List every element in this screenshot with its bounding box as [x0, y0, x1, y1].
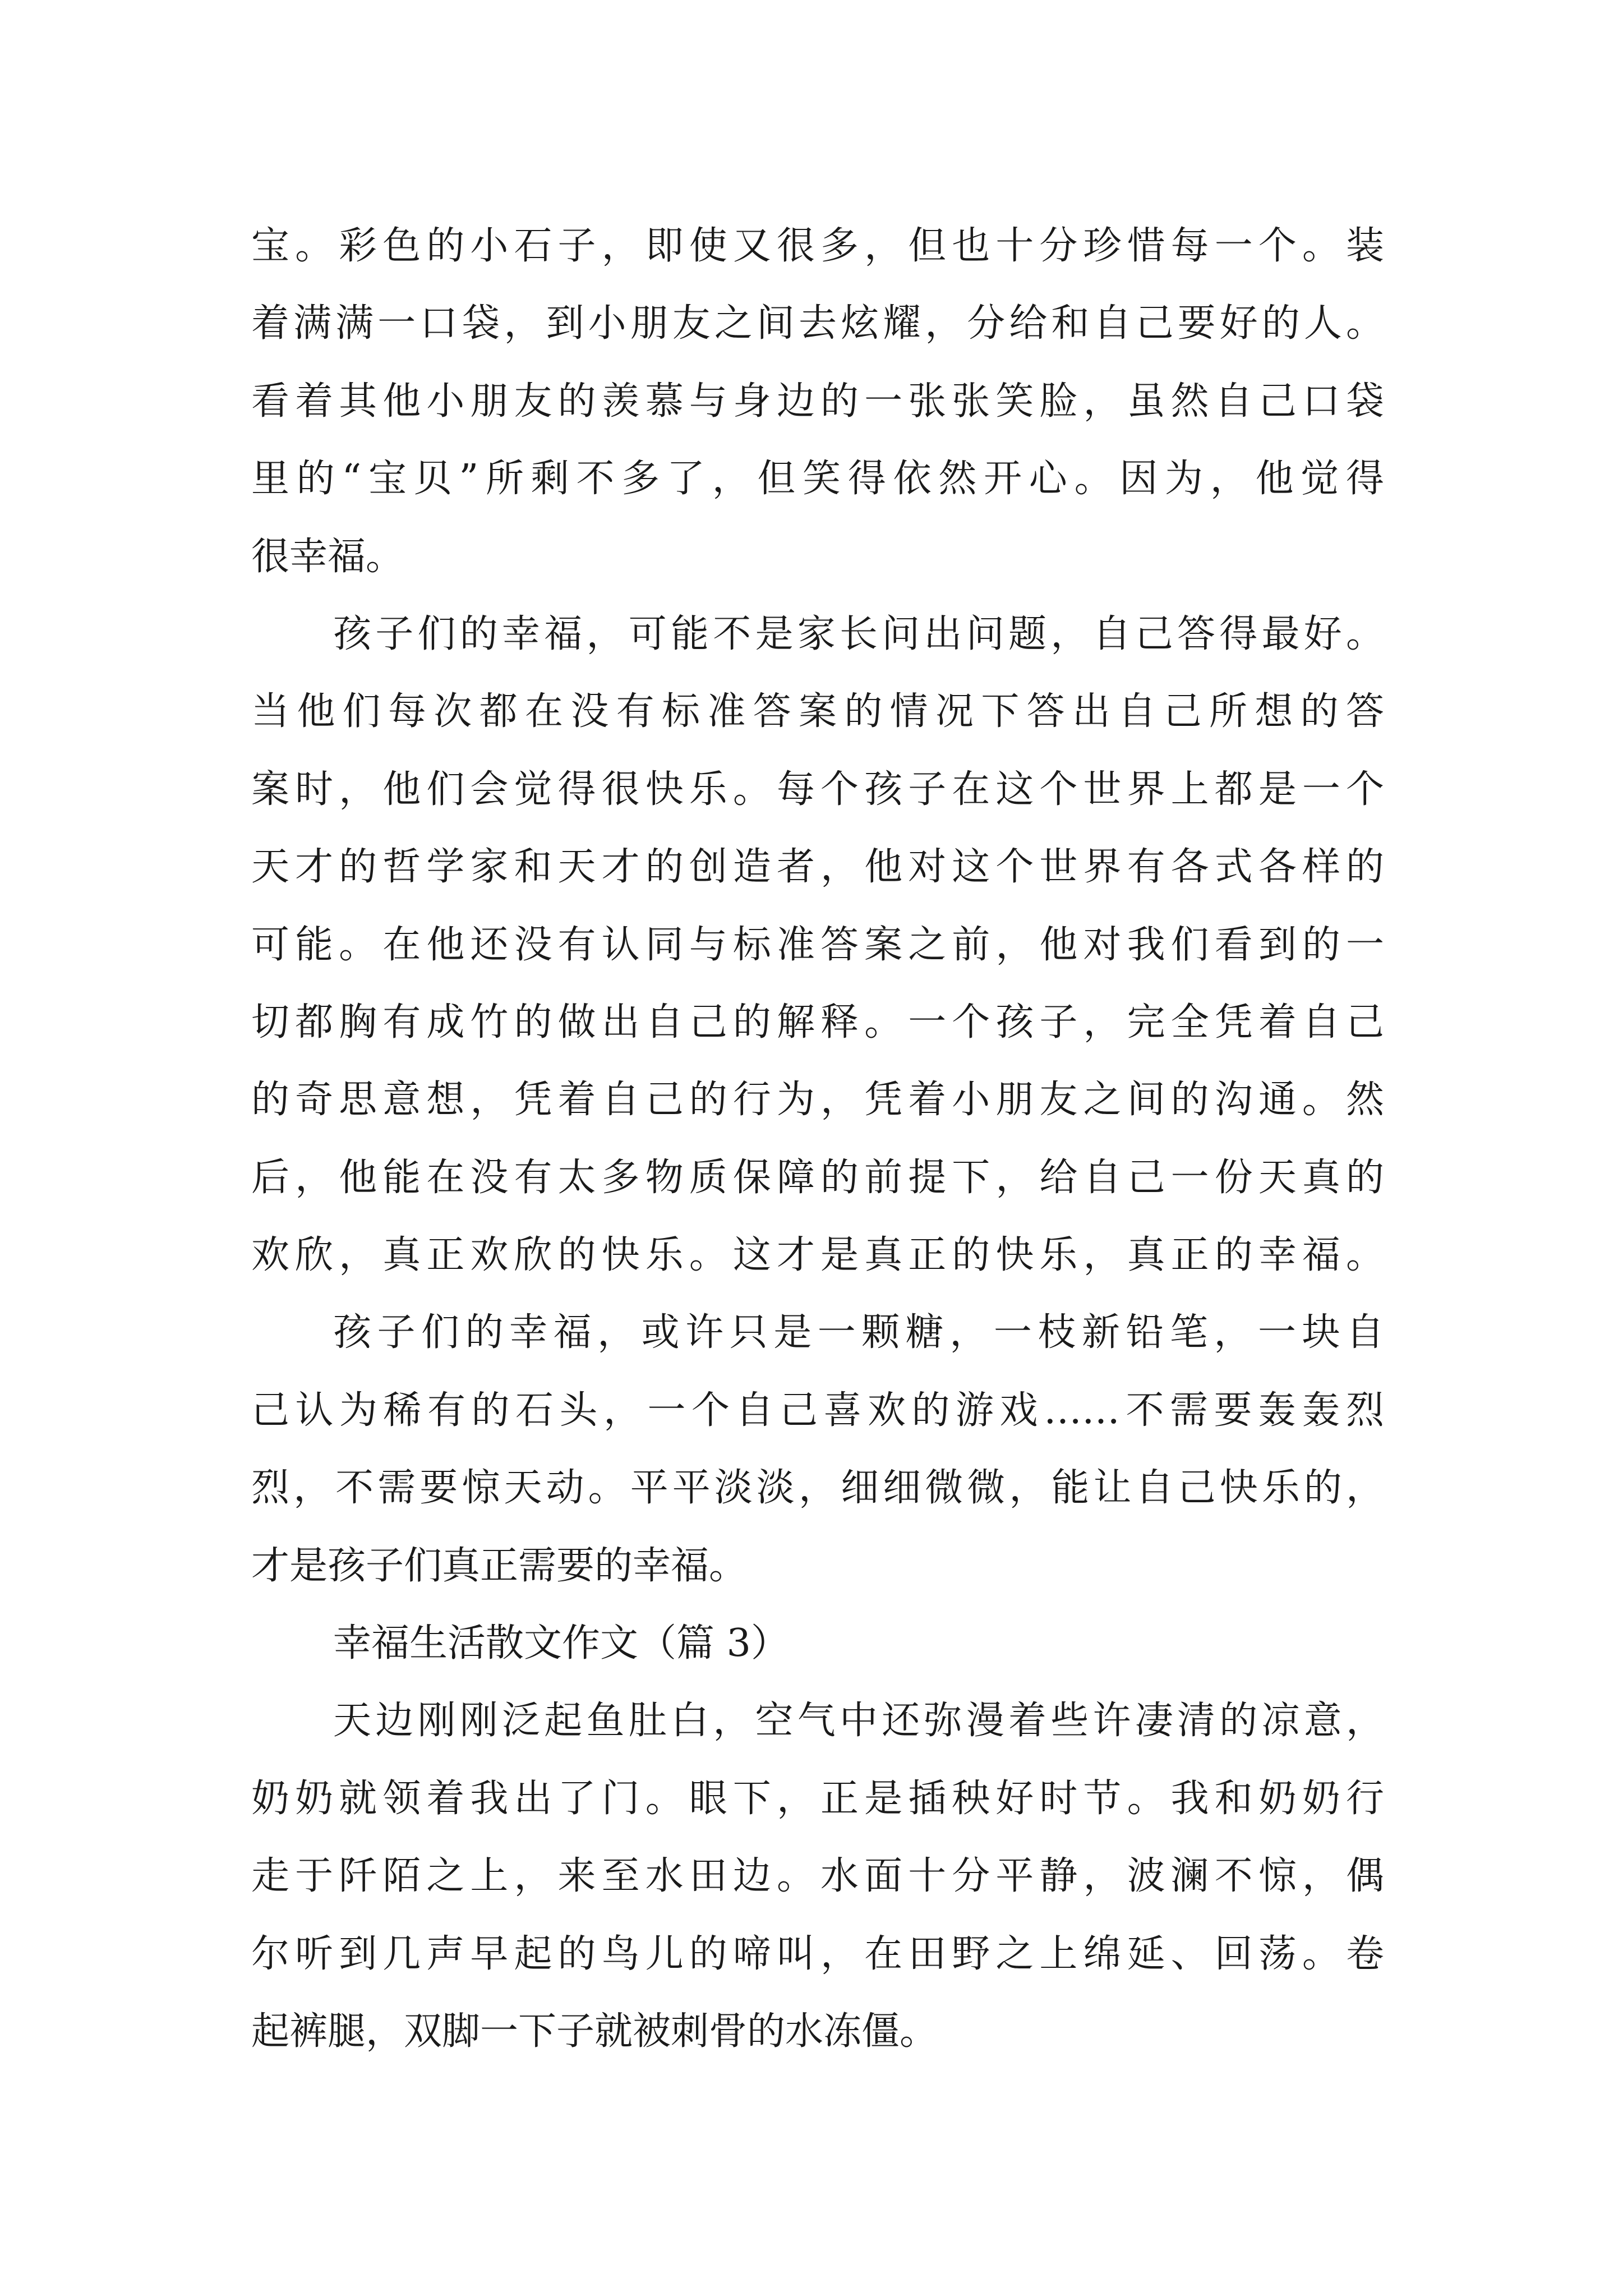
heading-text: 幸福生活散文作文（篇 3） [333, 1621, 789, 1666]
text-line: 起裤腿，双脚一下子就被刺骨的水冻僵。 [251, 2009, 938, 2054]
text-line: 尔听到几声早起的鸟儿的啼叫，在田野之上绵延、回荡。卷 [251, 1931, 1384, 1976]
text-line: 奶奶就领着我出了门。眼下，正是插秧好时节。我和奶奶行 [251, 1776, 1384, 1821]
text-line: 烈，不需要惊天动。平平淡淡，细细微微，能让自己快乐的， [251, 1466, 1384, 1511]
text-line: 可能。在他还没有认同与标准答案之前，他对我们看到的一 [251, 922, 1384, 967]
text-line: 宝。彩色的小石子，即使又很多，但也十分珍惜每一个。装 [251, 224, 1384, 268]
text-line: 很幸福。 [251, 534, 404, 579]
text-line: 当他们每次都在没有标准答案的情况下答出自己所想的答 [251, 689, 1384, 734]
paragraph [251, 1682, 1384, 2070]
text-line: 着满满一口袋，到小朋友之间去炫耀，分给和自己要好的人。 [251, 301, 1384, 346]
text-line: 天边刚刚泛起鱼肚白，空气中还弥漫着些许凄清的凉意， [333, 1699, 1384, 1743]
text-line: 孩子们的幸福，可能不是家长问出问题，自己答得最好。 [333, 611, 1384, 656]
text-line: 后，他能在没有太多物质保障的前提下，给自己一份天真的 [251, 1155, 1384, 1200]
text-line: 欢欣，真正欢欣的快乐。这才是真正的快乐，真正的幸福。 [251, 1233, 1384, 1278]
text-line: 里的“宝贝”所剩不多了，但笑得依然开心。因为，他觉得 [251, 457, 1384, 501]
section-heading [251, 1605, 1384, 1682]
document-body [251, 208, 1384, 2070]
text-line: 孩子们的幸福，或许只是一颗糖，一枝新铅笔，一块自 [333, 1310, 1384, 1355]
paragraph [251, 1294, 1384, 1605]
text-line: 才是孩子们真正需要的幸福。 [251, 1543, 748, 1588]
text-line: 走于阡陌之上，来至水田边。水面十分平静，波澜不惊，偶 [251, 1854, 1384, 1899]
paragraph [251, 596, 1384, 1295]
text-line: 案时，他们会觉得很快乐。每个孩子在这个世界上都是一个 [251, 767, 1384, 812]
text-line: 的奇思意想，凭着自己的行为，凭着小朋友之间的沟通。然 [251, 1078, 1384, 1122]
text-line: 天才的哲学家和天才的创造者，他对这个世界有各式各样的 [251, 845, 1384, 890]
text-line: 看着其他小朋友的羡慕与身边的一张张笑脸，虽然自己口袋 [251, 379, 1384, 424]
paragraph [251, 208, 1384, 596]
text-line: 切都胸有成竹的做出自己的解释。一个孩子，完全凭着自己 [251, 1000, 1384, 1045]
text-line: 己认为稀有的石头，一个自己喜欢的游戏……不需要轰轰烈 [251, 1388, 1384, 1433]
